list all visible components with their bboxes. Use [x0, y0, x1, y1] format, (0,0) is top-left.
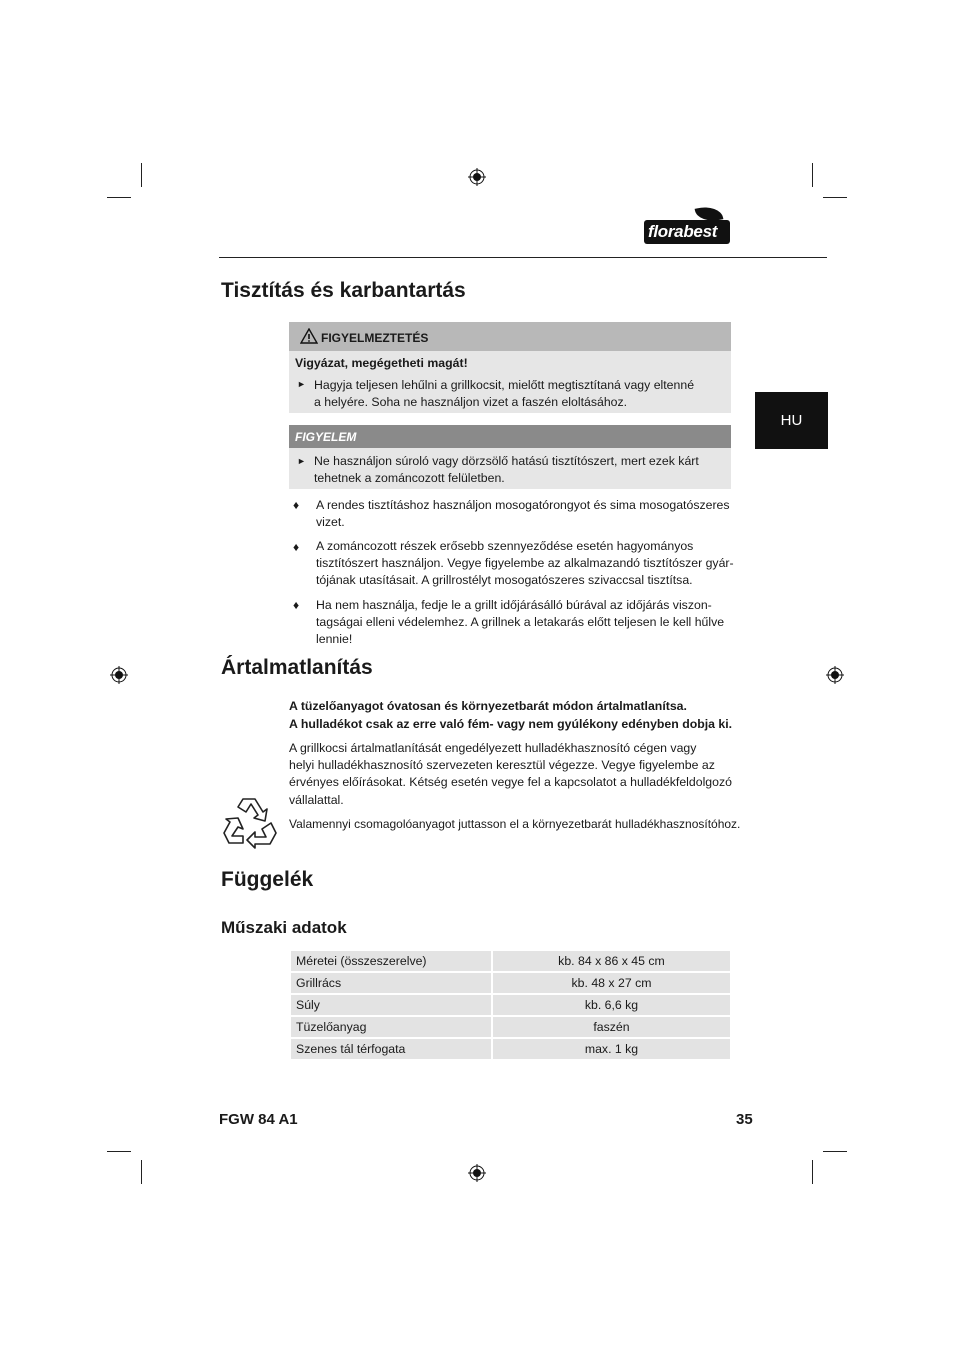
crop-mark	[812, 1160, 813, 1184]
spec-label: Súly	[291, 995, 491, 1015]
section-title-disposal: Ártalmatlanítás	[221, 656, 373, 679]
diamond-bullet-icon: ♦	[293, 598, 300, 612]
table-row	[291, 1017, 730, 1037]
table-row	[291, 1039, 730, 1059]
warning-box	[289, 322, 731, 413]
disposal-bold-line: A tüzelőanyagot óvatosan és környezetbarát módon ártalmatlanítsa.	[289, 699, 687, 713]
page-number: 35	[736, 1111, 753, 1128]
bullet-line: Ha nem használja, fedje le a grillt időjárásálló búrával az időjárás viszon-	[316, 598, 712, 612]
bullet-line: tisztítószert használjon. Vegye figyelembe az alkalmazandó tisztítószer gyár-	[316, 556, 734, 570]
subsection-title-specs: Műszaki adatok	[221, 918, 347, 937]
specs-table	[289, 949, 732, 1061]
crop-mark	[812, 163, 813, 187]
table-row	[291, 995, 730, 1015]
bullet-line: lennie!	[316, 632, 353, 646]
recycle-icon	[221, 793, 279, 849]
note-box	[289, 425, 731, 489]
footer-model: FGW 84 A1	[219, 1111, 298, 1128]
bullet-line: tagságai elleni védelemhez. A grillnek a letakarás előtt teljesen le kell hűlve	[316, 615, 725, 629]
note-header	[289, 425, 731, 448]
crop-mark	[823, 1151, 847, 1152]
warning-heading: FIGYELMEZTETÉS	[321, 331, 429, 345]
registration-mark-icon	[826, 666, 844, 684]
florabest-logo	[644, 206, 732, 246]
spec-value: kb. 48 x 27 cm	[493, 973, 730, 993]
disposal-para-line: érvényes előírásokat. Kétség esetén vegye fel a kapcsolatot a hulladékfeldolgozó	[289, 775, 732, 789]
spec-value: kb. 6,6 kg	[493, 995, 730, 1015]
bullet-line: A zománcozott részek erősebb szennyeződése esetén hagyományos	[316, 539, 694, 553]
warning-triangle-icon	[300, 328, 318, 344]
warning-header	[289, 322, 731, 351]
crop-mark	[107, 197, 131, 198]
registration-mark-icon	[468, 1164, 486, 1182]
spec-label: Szenes tál térfogata	[291, 1039, 491, 1059]
spec-value: max. 1 kg	[493, 1039, 730, 1059]
warning-text-line: Hagyja teljesen lehűlni a grillkocsit, mielőtt megtisztítaná vagy eltenné	[314, 378, 695, 392]
diamond-bullet-icon: ♦	[293, 498, 300, 512]
arrow-bullet-icon: ►	[297, 379, 306, 389]
registration-mark-icon	[468, 168, 486, 186]
language-tab: HU	[755, 392, 828, 449]
spec-label: Tüzelőanyag	[291, 1017, 491, 1037]
section-title-cleaning: Tisztítás és karbantartás	[221, 279, 466, 302]
arrow-bullet-icon: ►	[297, 456, 306, 466]
spec-value: faszén	[493, 1017, 730, 1037]
section-title-appendix: Függelék	[221, 868, 314, 891]
disposal-para-line: helyi hulladékhasznosító szervezeten keresztül végezze. Vegye figyelembe az	[289, 758, 715, 772]
table-row	[291, 951, 730, 971]
logo-text: florabest	[648, 222, 718, 241]
table-row	[291, 973, 730, 993]
disposal-para-line: vállalattal.	[289, 793, 344, 807]
crop-mark	[823, 197, 847, 198]
note-heading: FIGYELEM	[295, 430, 357, 444]
bullet-line: A rendes tisztításhoz használjon mosogatórongyot és sima mosogatószeres	[316, 498, 730, 512]
crop-mark	[141, 1160, 142, 1184]
bullet-line: vizet.	[316, 515, 345, 529]
note-text-line: tehetnek a zománcozott felületben.	[314, 471, 505, 485]
note-text-line: Ne használjon súroló vagy dörzsölő hatású tisztítószert, mert ezek kárt	[314, 454, 699, 468]
warning-subheading: Vigyázat, megégetheti magát!	[295, 356, 468, 370]
bullet-line: tójának utasításait. A grillrostélyt mosogatószeres szivaccsal tisztítsa.	[316, 573, 693, 587]
crop-mark	[141, 163, 142, 187]
spec-value: kb. 84 x 86 x 45 cm	[493, 951, 730, 971]
warning-text-line: a helyére. Soha ne használjon vizet a faszén eloltásához.	[314, 395, 628, 409]
packaging-text: Valamennyi csomagolóanyagot juttasson el a környezetbarát hulladékhasznosítóhoz.	[289, 817, 741, 831]
crop-mark	[107, 1151, 131, 1152]
registration-mark-icon	[110, 666, 128, 684]
spec-label: Grillrács	[291, 973, 491, 993]
disposal-bold-line: A hulladékot csak az erre való fém- vagy nem gyúlékony edényben dobja ki.	[289, 717, 733, 731]
spec-label: Méretei (összeszerelve)	[291, 951, 491, 971]
header-rule	[219, 257, 827, 258]
disposal-para-line: A grillkocsi ártalmatlanítását engedélyezett hulladékhasznosító cégen vagy	[289, 741, 697, 755]
diamond-bullet-icon: ♦	[293, 540, 300, 554]
